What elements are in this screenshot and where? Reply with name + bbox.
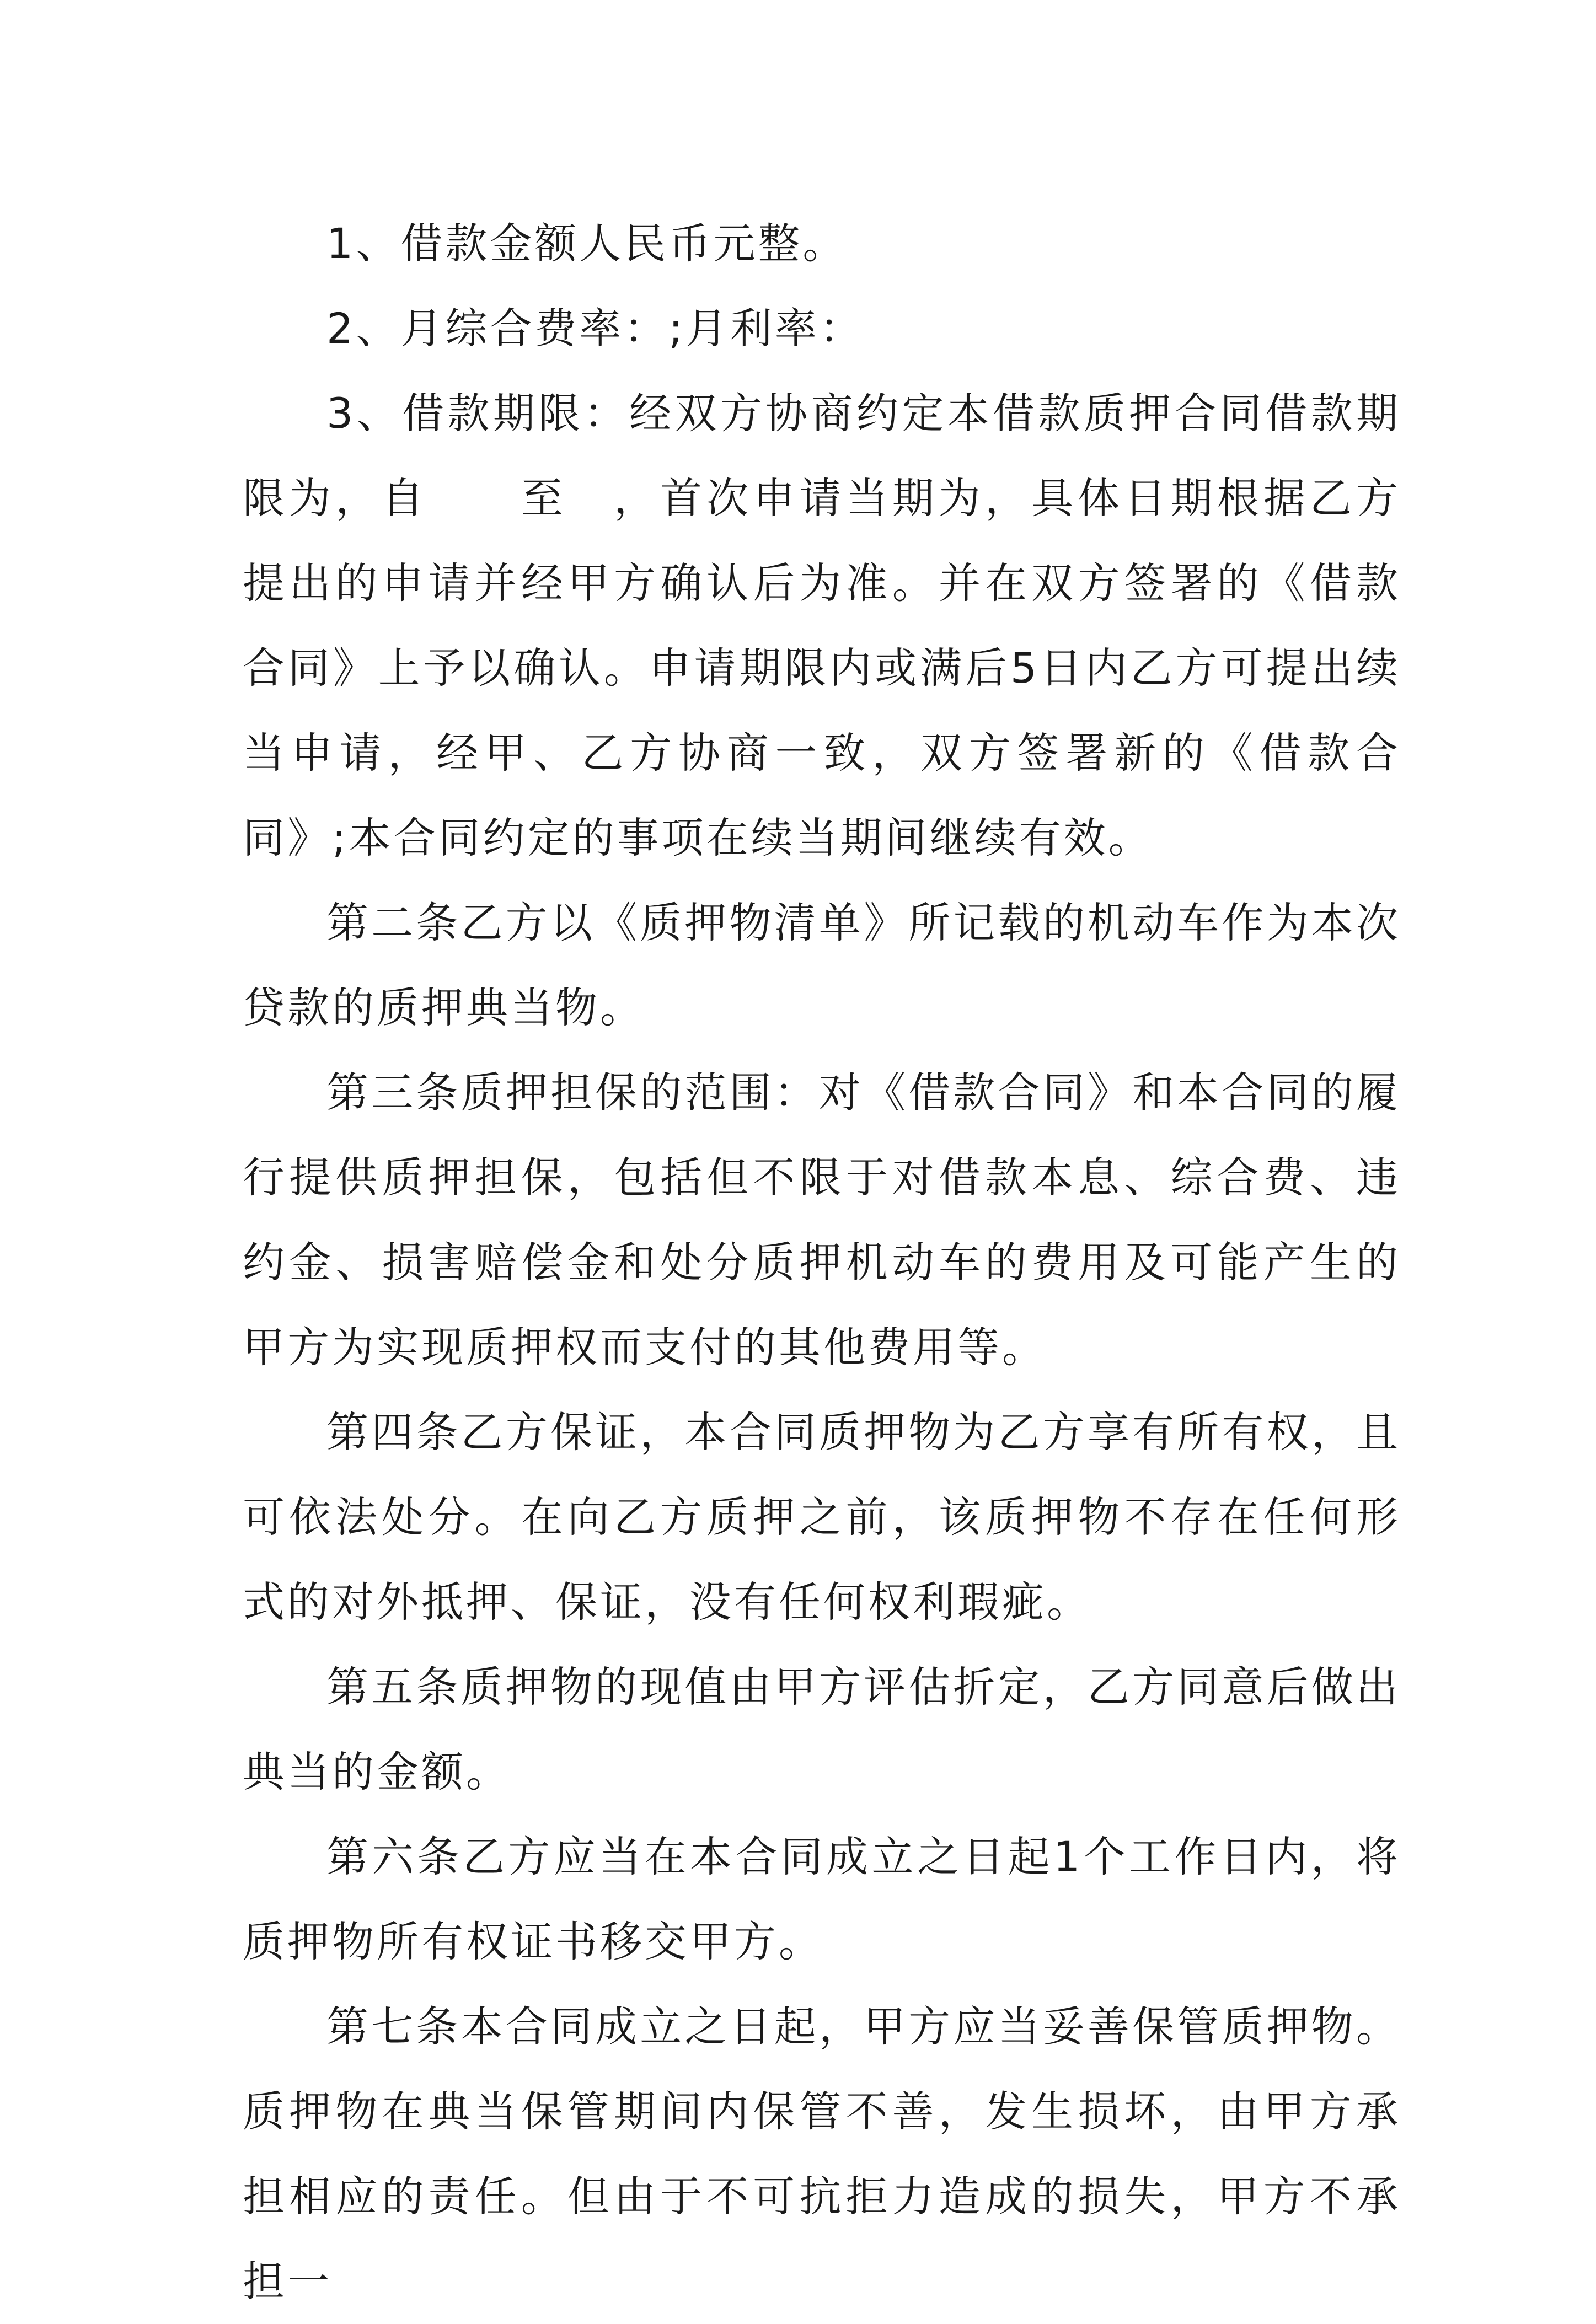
paragraph-article-4: 第四条乙方保证，本合同质押物为乙方享有所有权，且可依法处分。在向乙方质押之前，该质押物不存在任何形式的对外抵押、保证，没有任何权利瑕疵。 [243,1408,1401,1627]
paragraph-loan-amount: 1、借款金额人民币元整。 [326,219,848,268]
paragraph-loan-term: 3、借款期限：经双方协商约定本借款质押合同借款期限为，自 至 ，首次申请当期为，具体日期根据乙方提出的申请并经甲方确认后为准。并在双方签署的《借款合同》上予以确认。申请期限内或满后5日内乙方可提出续当申请，经甲、乙方协商一致，双方签署新的《借款合同》;本合同约定的事项在续当期间继续有效。 [243,389,1401,862]
paragraph-article-5: 第五条质押物的现值由甲方评估折定，乙方同意后做出典当的金额。 [243,1662,1401,1796]
document-body [243,201,1401,2324]
paragraph-article-7: 第七条本合同成立之日起，甲方应当妥善保管质押物。质押物在典当保管期间内保管不善，发生损坏，由甲方承担相应的责任。但由于不可抗拒力造成的损失，甲方不承担一 [243,2002,1401,2306]
paragraph-article-6: 第六条乙方应当在本合同成立之日起1个工作日内，将质押物所有权证书移交甲方。 [243,1832,1401,1966]
paragraph-article-2: 第二条乙方以《质押物清单》所记载的机动车作为本次贷款的质押典当物。 [243,898,1401,1032]
paragraph-article-3: 第三条质押担保的范围：对《借款合同》和本合同的履行提供质押担保，包括但不限于对借款本息、综合费、违约金、损害赔偿金和处分质押机动车的费用及可能产生的甲方为实现质押权而支付的其他费用等。 [243,1068,1401,1372]
paragraph-monthly-rate: 2、月综合费率：;月利率： [326,304,864,353]
